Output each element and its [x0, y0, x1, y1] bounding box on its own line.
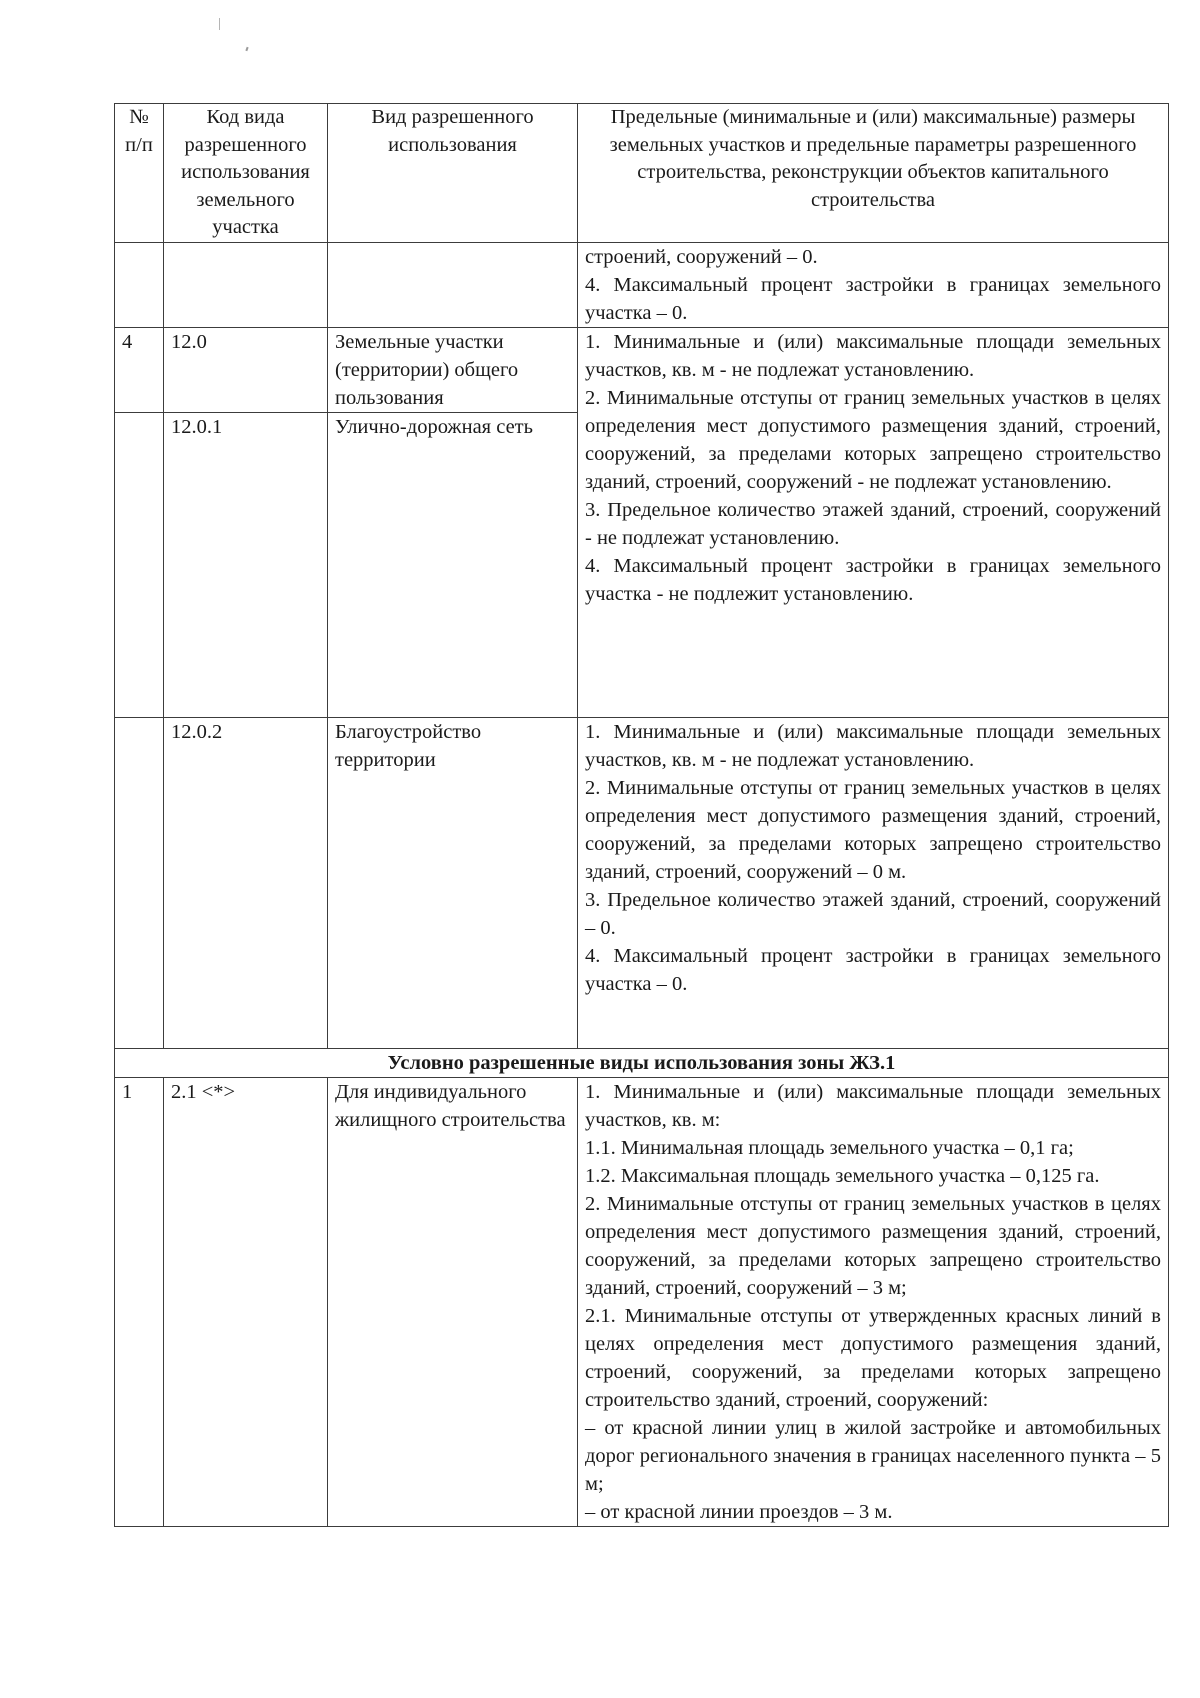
param-line: – от красной линии проездов – 3 м. — [585, 1500, 893, 1523]
param-line: 2. Минимальные отступы от границ земельных участков в целях определения мест допустимого размещения зданий, строений, сооружений, за пределами которых запрещено строительство зданий, строений, сооружений – 0 м. — [585, 776, 1161, 883]
cell-use — [328, 242, 578, 327]
table-row — [115, 242, 1169, 327]
cell-num — [115, 412, 164, 717]
cell-num: 1 — [115, 1077, 164, 1526]
table-row — [115, 717, 1169, 1048]
table-header-row — [115, 104, 1169, 243]
table-row — [115, 1077, 1169, 1526]
param-line: 4. Максимальный процент застройки в границах земельного участка – 0. — [585, 273, 1161, 324]
param-line: 1.2. Максимальная площадь земельного участка – 0,125 га. — [585, 1164, 1100, 1187]
param-line: 1. Минимальные и (или) максимальные площади земельных участков, кв. м - не подлежат установлению. — [585, 720, 1161, 771]
param-line: 1. Минимальные и (или) максимальные площади земельных участков, кв. м - не подлежат установлению. — [585, 330, 1161, 381]
header-use: Вид разрешенного использования — [328, 104, 578, 243]
cell-params — [578, 717, 1169, 1048]
param-line: 2.1. Минимальные отступы от утвержденных красных линий в целях определения мест допустимого размещения зданий, строений, сооружений, за пределами которых запрещено строительство зданий, строений, сооружений: — [585, 1304, 1161, 1411]
regulations-table — [114, 103, 1169, 1527]
cell-num — [115, 717, 164, 1048]
cell-code: 2.1 <*> — [164, 1077, 328, 1526]
cell-code: 12.0 — [164, 327, 328, 412]
param-line: 1.1. Минимальная площадь земельного участка – 0,1 га; — [585, 1136, 1074, 1159]
header-num: № п/п — [115, 104, 164, 243]
cell-code: 12.0.1 — [164, 412, 328, 717]
cell-code — [164, 242, 328, 327]
table-row — [115, 327, 1169, 412]
section-title: Условно разрешенные виды использования зоны ЖЗ.1 — [115, 1048, 1169, 1077]
param-line: 2. Минимальные отступы от границ земельных участков в целях определения мест допустимого размещения зданий, строений, сооружений, за пределами которых запрещено строительство зданий, строений, сооружений – 3 м; — [585, 1192, 1161, 1299]
cell-params — [578, 242, 1169, 327]
cell-use: Улично-дорожная сеть — [328, 412, 578, 717]
cell-params — [578, 1077, 1169, 1526]
cell-use: Благоустройство территории — [328, 717, 578, 1048]
param-line: – от красной линии улиц в жилой застройке и автомобильных дорог регионального значения в границах населенного пункта – 5 м; — [585, 1416, 1161, 1495]
header-code: Код вида разрешенного использования земельного участка — [164, 104, 328, 243]
param-line: 3. Предельное количество этажей зданий, строений, сооружений – 0. — [585, 888, 1161, 939]
cell-num — [115, 242, 164, 327]
scan-artifact — [219, 18, 220, 30]
param-line: 4. Максимальный процент застройки в границах земельного участка – 0. — [585, 944, 1161, 995]
param-line: 1. Минимальные и (или) максимальные площади земельных участков, кв. м: — [585, 1080, 1161, 1131]
param-line: 2. Минимальные отступы от границ земельных участков в целях определения мест допустимого размещения зданий, строений, сооружений, за пределами которых запрещено строительство зданий, строений, сооружений - не подлежат установлению. — [585, 386, 1161, 493]
header-params: Предельные (минимальные и (или) максимальные) размеры земельных участков и предельные параметры разрешенного строительства, реконструкции объектов капитального строительства — [578, 104, 1169, 243]
param-line: строений, сооружений – 0. — [585, 245, 818, 268]
cell-use: Для индивидуального жилищного строительства — [328, 1077, 578, 1526]
scan-artifact — [245, 47, 248, 51]
param-line: 3. Предельное количество этажей зданий, строений, сооружений - не подлежат установлению. — [585, 498, 1161, 549]
cell-num: 4 — [115, 327, 164, 412]
section-row — [115, 1048, 1169, 1077]
cell-params — [578, 327, 1169, 717]
cell-use: Земельные участки (территории) общего пользования — [328, 327, 578, 412]
param-line: 4. Максимальный процент застройки в границах земельного участка - не подлежит установлению. — [585, 554, 1161, 605]
cell-code: 12.0.2 — [164, 717, 328, 1048]
